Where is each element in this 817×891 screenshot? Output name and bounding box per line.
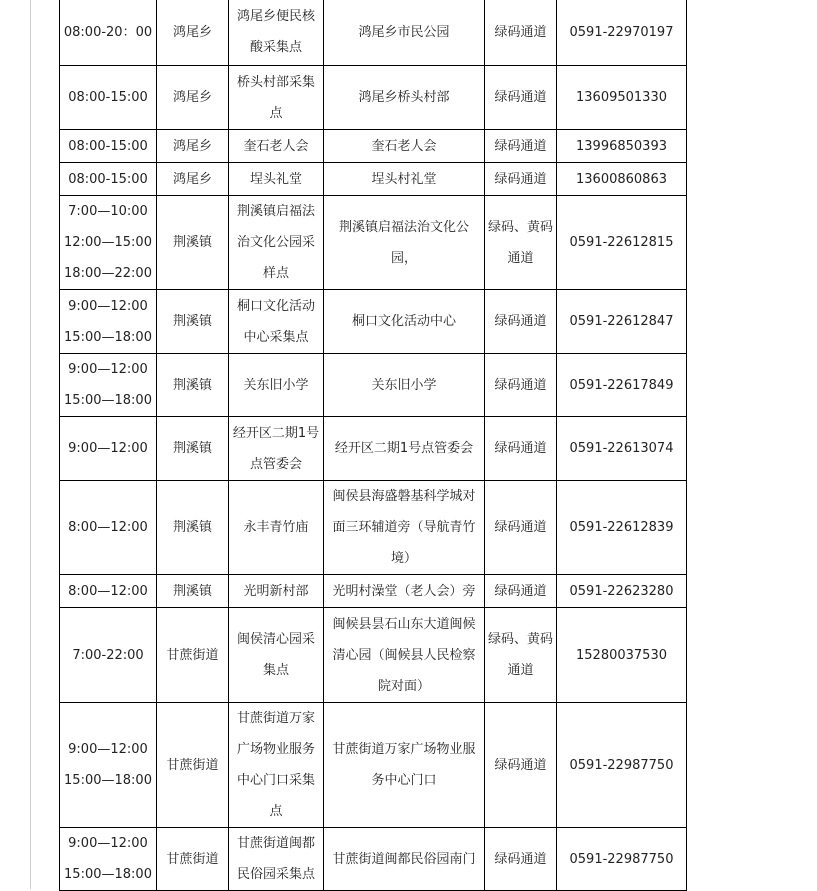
time-slot: 9:00—12:00: [68, 441, 148, 456]
time-slot: 9:00—12:00: [68, 298, 148, 314]
site-cell: 桐口文化活动中心采集点: [229, 290, 324, 354]
site-cell: 鸿尾乡便民核酸采集点: [229, 0, 324, 66]
time-cell: [60, 163, 157, 196]
time-slot: 15:00—18:00: [64, 329, 152, 345]
time-slot: 9:00—12:00: [68, 362, 148, 377]
phone-cell: 0591-22613074: [557, 417, 687, 481]
address-cell: 鸿尾乡市民公园: [324, 0, 485, 66]
town-cell: 甘蔗街道: [157, 703, 229, 828]
time-cell: [60, 417, 157, 481]
town-cell: 甘蔗街道: [157, 608, 229, 703]
site-cell: 光明新村部: [229, 575, 324, 608]
town-cell: 荆溪镇: [157, 196, 229, 290]
channel-cell: 绿码通道: [485, 0, 557, 66]
table-row: [60, 608, 687, 703]
time-slot: 9:00—12:00: [68, 836, 148, 851]
address-cell: 闽候县昙石山东大道闽候清心园（闽候县人民检察院对面）: [324, 608, 485, 703]
phone-cell: 0591-22987750: [557, 703, 687, 828]
site-cell: 埕头礼堂: [229, 163, 324, 196]
channel-cell: 绿码通道: [485, 417, 557, 481]
table-body: [60, 0, 687, 891]
address-cell: 关东旧小学: [324, 354, 485, 417]
site-cell: 荆溪镇启福法治文化公园采样点: [229, 196, 324, 290]
time-cell: [60, 354, 157, 417]
table-row: [60, 66, 687, 130]
site-cell: 关东旧小学: [229, 354, 324, 417]
table-row: [60, 0, 687, 66]
site-cell: 甘蔗街道闽都民俗园采集点: [229, 828, 324, 891]
table-row: [60, 828, 687, 891]
time-slot: 7:00—10:00: [68, 204, 148, 219]
channel-cell: 绿码通道: [485, 703, 557, 828]
table-row: [60, 354, 687, 417]
time-cell: [60, 66, 157, 130]
testing-sites-table: [59, 0, 687, 891]
phone-cell: 13609501330: [557, 66, 687, 130]
channel-cell: 绿码通道: [485, 481, 557, 575]
site-cell: 经开区二期1号点管委会: [229, 417, 324, 481]
address-cell: 光明村澡堂（老人会）旁: [324, 575, 485, 608]
channel-cell: 绿码通道: [485, 130, 557, 163]
address-cell: 奎石老人会: [324, 130, 485, 163]
phone-cell: 0591-22970197: [557, 0, 687, 66]
address-cell: 桐口文化活动中心: [324, 290, 485, 354]
table-row: [60, 130, 687, 163]
town-cell: 鸿尾乡: [157, 0, 229, 66]
town-cell: 荆溪镇: [157, 290, 229, 354]
phone-cell: 0591-22623280: [557, 575, 687, 608]
table-row: [60, 163, 687, 196]
table-row: [60, 703, 687, 828]
phone-cell: 13996850393: [557, 130, 687, 163]
town-cell: 荆溪镇: [157, 417, 229, 481]
phone-cell: 0591-22612847: [557, 290, 687, 354]
phone-cell: 13600860863: [557, 163, 687, 196]
address-cell: 埕头村礼堂: [324, 163, 485, 196]
time-cell: [60, 703, 157, 828]
time-cell: [60, 575, 157, 608]
time-cell: [60, 0, 157, 66]
phone-cell: 0591-22612839: [557, 481, 687, 575]
site-cell: 永丰青竹庙: [229, 481, 324, 575]
channel-cell: 绿码通道: [485, 66, 557, 130]
address-cell: 闽侯县海盛磐基科学城对面三环辅道旁（导航青竹境）: [324, 481, 485, 575]
time-slot: 08:00-15:00: [68, 171, 148, 187]
town-cell: 荆溪镇: [157, 575, 229, 608]
time-cell: [60, 290, 157, 354]
time-slot: 08:00-15:00: [68, 138, 148, 154]
time-slot: 9:00—12:00: [68, 742, 148, 757]
channel-cell: 绿码、黄码通道: [485, 196, 557, 290]
address-cell: 荆溪镇启福法治文化公园，: [324, 196, 485, 290]
table-row: [60, 196, 687, 290]
address-cell: 甘蔗街道万家广场物业服务中心门口: [324, 703, 485, 828]
table-row: [60, 290, 687, 354]
channel-cell: 绿码、黄码通道: [485, 608, 557, 703]
time-slot: 7:00-22:00: [72, 647, 144, 663]
channel-cell: 绿码通道: [485, 828, 557, 891]
time-slot: 18:00—22:00: [64, 266, 152, 281]
phone-cell: 15280037530: [557, 608, 687, 703]
time-cell: [60, 196, 157, 290]
channel-cell: 绿码通道: [485, 290, 557, 354]
address-cell: 鸿尾乡桥头村部: [324, 66, 485, 130]
address-cell: 甘蔗街道闽都民俗园南门: [324, 828, 485, 891]
time-slot: 8:00—12:00: [68, 520, 148, 535]
table-row: [60, 481, 687, 575]
time-cell: [60, 130, 157, 163]
time-slot: 12:00—15:00: [64, 235, 152, 250]
time-cell: [60, 828, 157, 891]
time-cell: [60, 608, 157, 703]
town-cell: 鸿尾乡: [157, 130, 229, 163]
table-row: [60, 417, 687, 481]
site-cell: 闽侯清心园采集点: [229, 608, 324, 703]
time-slot: 15:00—18:00: [64, 393, 152, 408]
town-cell: 鸿尾乡: [157, 66, 229, 130]
time-slot: 08:00-15:00: [68, 90, 148, 105]
phone-cell: 0591-22987750: [557, 828, 687, 891]
town-cell: 荆溪镇: [157, 481, 229, 575]
channel-cell: 绿码通道: [485, 354, 557, 417]
time-slot: 08:00-20：00: [63, 24, 153, 40]
site-cell: 甘蔗街道万家广场物业服务中心门口采集点: [229, 703, 324, 828]
phone-cell: 0591-22617849: [557, 354, 687, 417]
channel-cell: 绿码通道: [485, 575, 557, 608]
channel-cell: 绿码通道: [485, 163, 557, 196]
time-slot: 8:00—12:00: [68, 583, 148, 599]
town-cell: 鸿尾乡: [157, 163, 229, 196]
phone-cell: 0591-22612815: [557, 196, 687, 290]
town-cell: 荆溪镇: [157, 354, 229, 417]
time-slot: 15:00—18:00: [64, 867, 152, 882]
table-row: [60, 575, 687, 608]
time-slot: 15:00—18:00: [64, 773, 152, 788]
address-cell: 经开区二期1号点管委会: [324, 417, 485, 481]
site-cell: 奎石老人会: [229, 130, 324, 163]
time-cell: [60, 481, 157, 575]
site-cell: 桥头村部采集点: [229, 66, 324, 130]
town-cell: 甘蔗街道: [157, 828, 229, 891]
